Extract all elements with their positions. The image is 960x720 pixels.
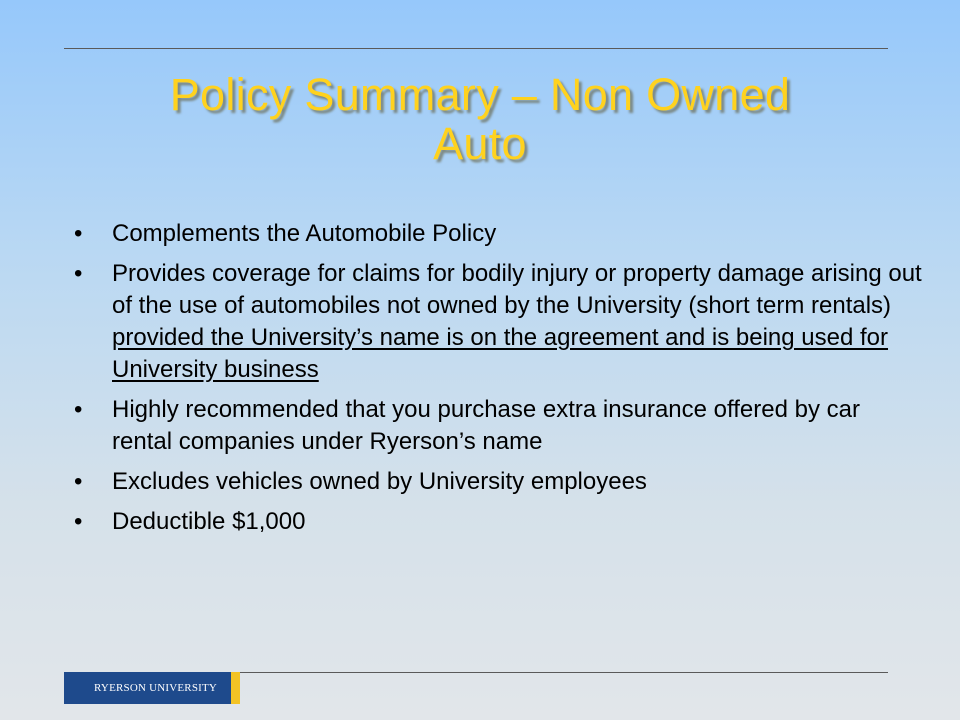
bullet-list — [72, 218, 922, 546]
bullet-text: Deductible $1,000 — [112, 508, 306, 535]
bullet-dot-icon: • — [74, 220, 83, 247]
logo-accent-bar — [231, 672, 240, 704]
bullet-dot-icon: • — [74, 260, 83, 287]
bullet-dot-icon: • — [74, 396, 83, 423]
bullet-item — [72, 506, 922, 538]
bullet-dot-icon: • — [74, 508, 83, 535]
bullet-item — [72, 218, 922, 250]
bullet-underlined-text: provided the University’s name is on the agreement and is being used for University business — [112, 324, 889, 383]
ryerson-university-logo — [64, 672, 240, 704]
logo-text: RYERSON UNIVERSITY — [94, 682, 218, 694]
bullet-item — [72, 394, 922, 458]
slide-title-line-1: Policy Summary – Non Owned — [169, 69, 791, 120]
bullet-text: Excludes vehicles owned by University employees — [112, 468, 647, 495]
bullet-text: Highly recommended that you purchase extra insurance offered by car rental companies under Ryerson’s name — [112, 396, 860, 455]
slide-title-line-2: Auto — [433, 118, 527, 169]
bullet-text: Provides coverage for claims for bodily injury or property damage arising out of the use of automobiles not owned by the University (short term rentals) — [112, 260, 922, 319]
bottom-divider — [240, 672, 888, 673]
bullet-dot-icon: • — [74, 468, 83, 495]
bullet-text: Complements the Automobile Policy — [112, 220, 497, 247]
bullet-item — [72, 466, 922, 498]
top-divider — [64, 48, 888, 49]
slide-title — [60, 70, 900, 168]
bullet-item — [72, 258, 922, 386]
